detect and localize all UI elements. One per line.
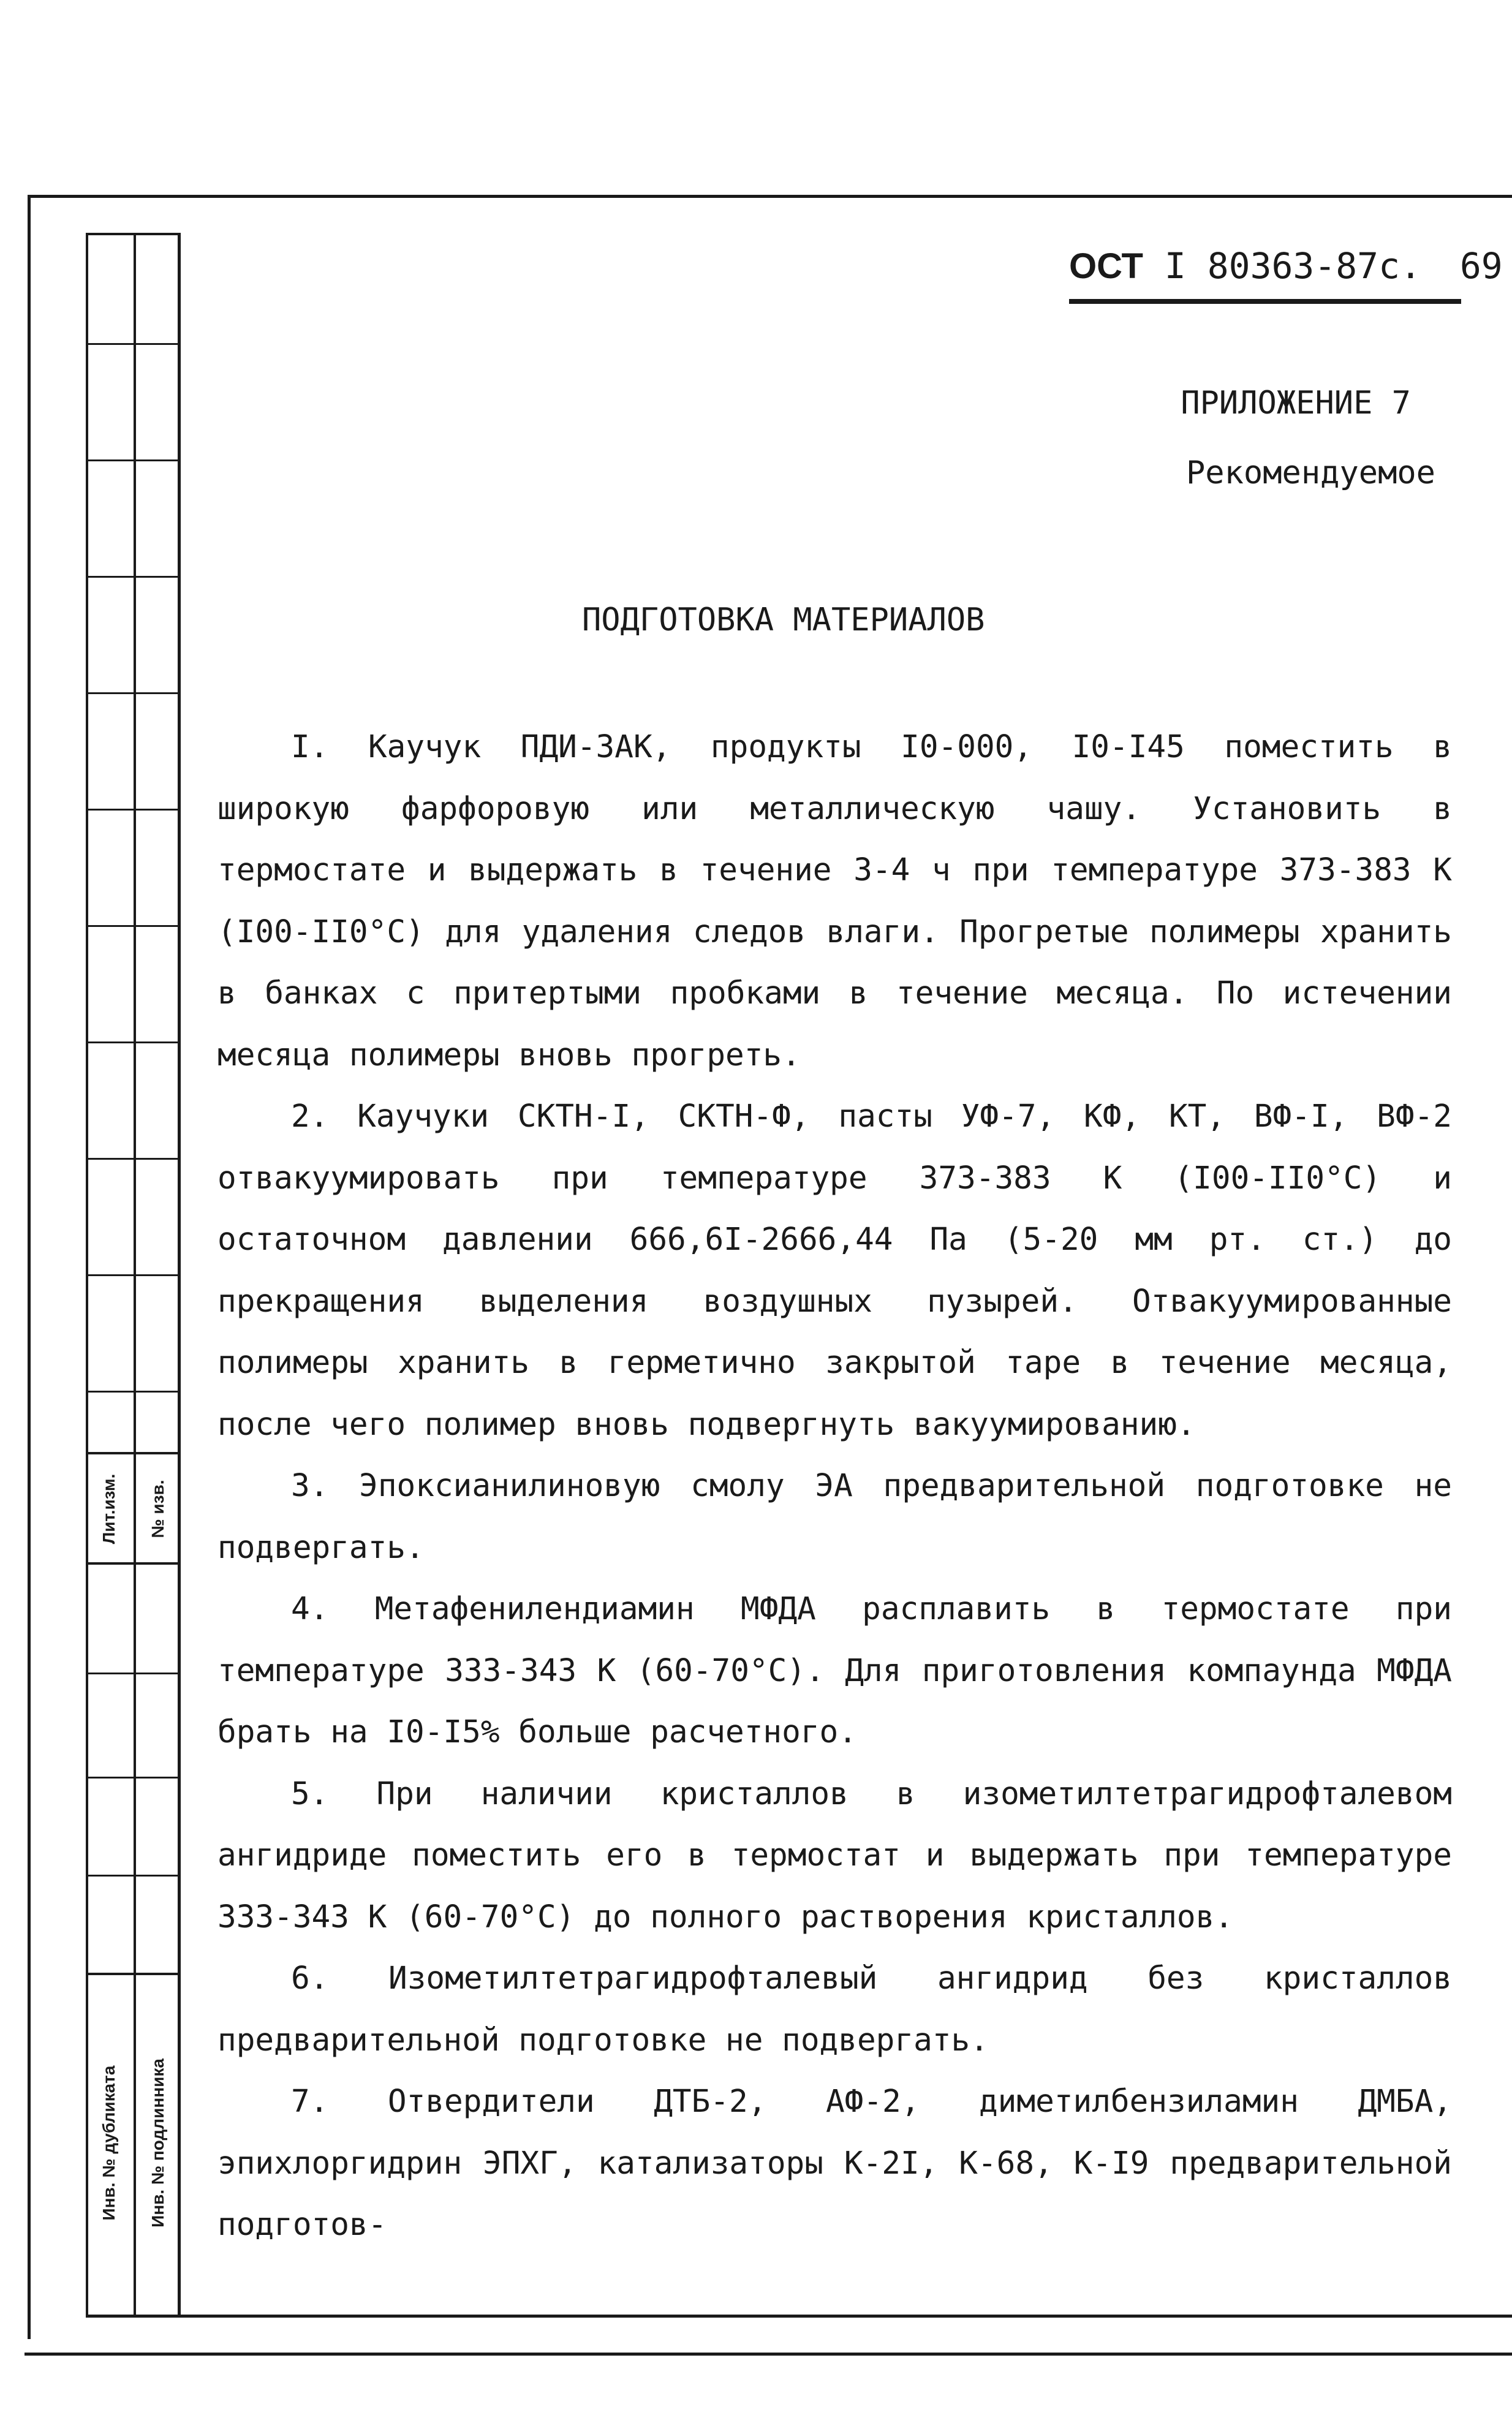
stamp-lit-izm-label: Лит.изм. <box>99 1473 118 1544</box>
paragraph-2: 2. Каучуки СКТН-I, СКТН-Ф, пасты УФ-7, КФ, КТ, ВФ-I, ВФ-2 отвакуумировать при температуре 373-383 К (I00-II0°С) и остаточном давлении 666,6I-2666,44 Па (5-20 мм рт. ст.) до прекращения выделения воздушных пузырей. Отвакуумированные полимеры хранить в герметично закрытой таре в течение месяца, после чего полимер вновь подвергнуть вакуумированию. <box>217 1098 1452 1443</box>
body-text <box>217 717 1452 2256</box>
frame-top-border <box>28 195 1512 198</box>
appendix-title: ПРИЛОЖЕНИЕ 7 <box>1181 385 1411 421</box>
stamp-row-line <box>86 1274 181 1276</box>
paragraph-7: 7. Отвердители ДТБ-2, АФ-2, диметилбензиламин ДМБА, эпихлоргидрин ЭПХГ, катализаторы К-2I, К-68, К-I9 предварительной подготов- <box>217 2084 1452 2243</box>
stamp-row-line <box>86 1041 181 1043</box>
stamp-row-line <box>86 343 181 345</box>
stamp-row-line <box>86 1777 181 1779</box>
paragraph-6: 6. Изометилтетрагидрофталевый ангидрид без кристаллов предварительной подготовке не подвергать. <box>217 1960 1452 2058</box>
stamp-row-line <box>86 1973 181 1975</box>
stamp-top-line <box>86 233 181 235</box>
stamp-no-izv-label: № изв. <box>148 1480 167 1538</box>
paragraph-5: 5. При наличии кристаллов в изометилтетрагидрофталевом ангидриде поместить его в термостат и выдержать при температуре 333-343 К (60-70°С) до полного растворения кристаллов. <box>217 1775 1452 1935</box>
stamp-row-line <box>86 1391 181 1393</box>
frame-left-border <box>28 195 31 2339</box>
document-code <box>1069 245 1503 287</box>
paragraph-1: I. Каучук ПДИ-ЗАК, продукты I0-000, I0-I45 поместить в широкую фарфоровую или металлическую чашу. Установить в термостате и выдержать в течение 3-4 ч при температуре 373-383 К (I00-II0°С) для удаления следов влаги. Прогретые полимеры хранить в банках с притертыми пробками в течение месяца. По истечении месяца полимеры вновь прогреть. <box>217 729 1452 1073</box>
header-underline <box>1069 299 1461 304</box>
paragraph-4: 4. Метафенилендиамин МФДА расплавить в термостате при температуре 333-343 К (60-70°С). Для приготовления компаунда МФДА брать на I0-I5% больше расчетного. <box>217 1591 1452 1750</box>
page-label: с. <box>1378 245 1421 287</box>
appendix-status: Рекомендуемое <box>1186 455 1435 491</box>
stamp-row-line <box>86 692 181 694</box>
stamp-inv-dublikata-label: Инв. № дубликата <box>99 2065 118 2221</box>
page-bottom-rule <box>25 2353 1512 2356</box>
frame-bottom-border <box>86 2315 1512 2318</box>
section-title: ПОДГОТОВКА МАТЕРИАЛОВ <box>582 602 985 638</box>
stamp-inv-podlinnika-label: Инв. № подлинника <box>148 2058 167 2228</box>
stamp-row-line <box>86 1673 181 1674</box>
stamp-row-line <box>86 576 181 578</box>
paragraph-3: 3. Эпоксианилиновую смолу ЭА предварительной подготовке не подвергать. <box>217 1468 1452 1566</box>
stamp-row-line <box>86 925 181 927</box>
stamp-row-line <box>86 809 181 811</box>
page-number: 69 <box>1459 245 1503 287</box>
stamp-row-line <box>86 1562 181 1565</box>
stamp-row-line <box>86 1158 181 1160</box>
code-number: I 80363-87 <box>1164 245 1379 287</box>
stamp-row-line <box>86 1452 181 1454</box>
stamp-row-line <box>86 459 181 461</box>
code-prefix: ОСТ <box>1069 246 1143 286</box>
stamp-row-line <box>86 1875 181 1877</box>
